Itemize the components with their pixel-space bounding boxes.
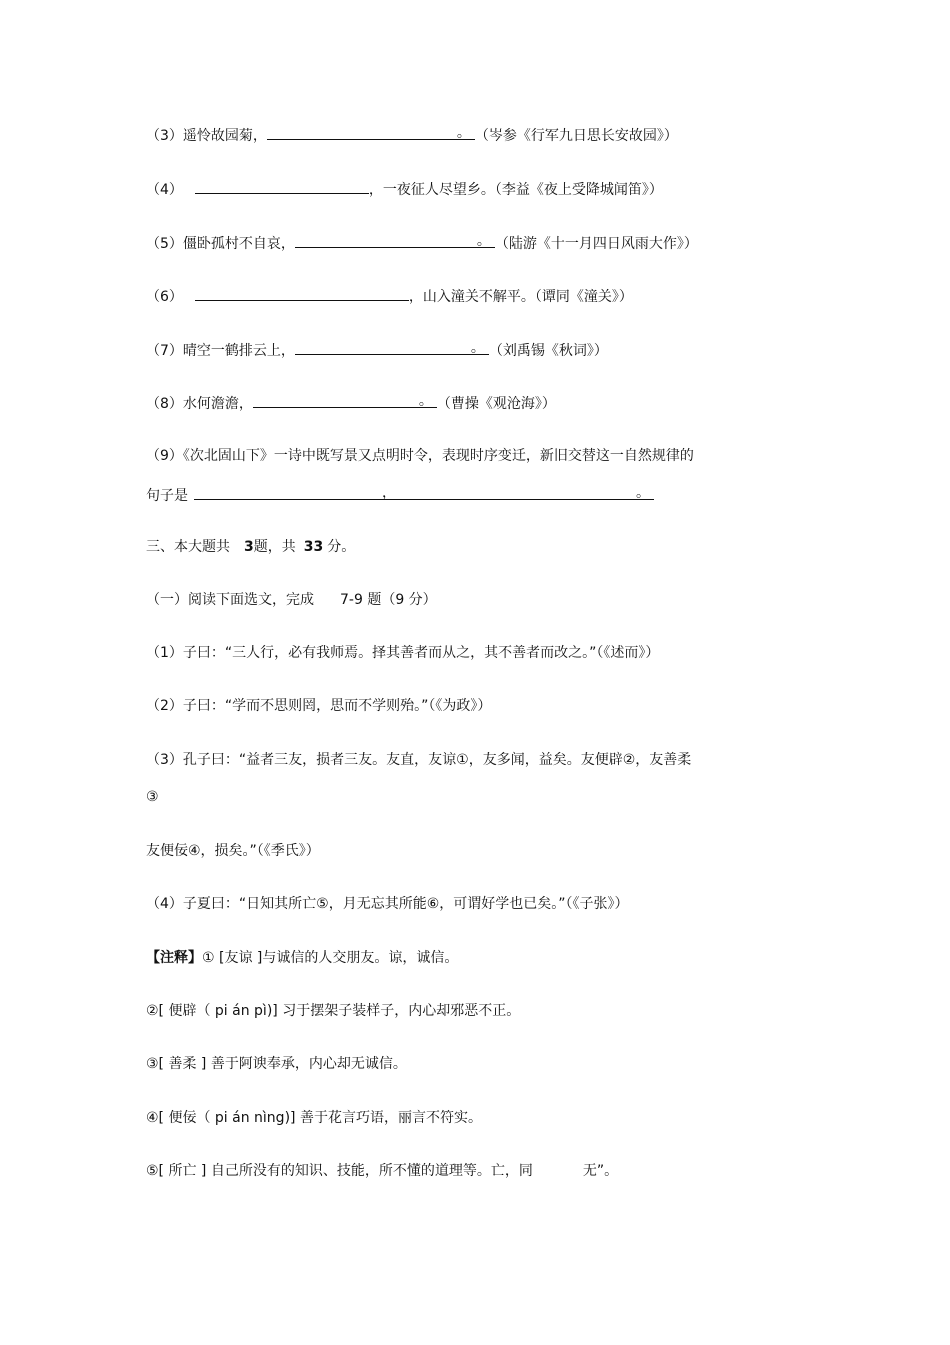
- poem-source: ，山入潼关不解平。（谭同《潼关》）: [408, 289, 633, 305]
- passage-3-line-3: 友便佞④，损矣。”（《季氏》）: [146, 843, 320, 859]
- blank-period: 。: [636, 485, 650, 501]
- blank-end-mark: 。: [470, 340, 485, 356]
- answer-blank[interactable]: [195, 178, 369, 194]
- poem-source: ，一夜征人尽望乡。（李益《夜上受降城闻笛》）: [368, 182, 663, 198]
- blank-end-mark: 。: [456, 125, 471, 141]
- answer-blank[interactable]: [295, 339, 489, 355]
- item-number: （8）: [146, 396, 183, 412]
- blank-end-mark: 。: [476, 233, 491, 249]
- question-count: 3: [244, 539, 254, 555]
- total-score: 33: [303, 539, 324, 555]
- answer-blank-2[interactable]: [400, 484, 654, 500]
- reading-intro: （一）阅读下面选文，完成 7-9 题（9 分）: [146, 592, 437, 608]
- answer-blank[interactable]: [253, 392, 437, 408]
- blank-comma: ，: [382, 485, 396, 501]
- poem-source: （曹操《观沧海》）: [436, 396, 556, 412]
- passage-3-line-1: （3）孔子曰：“益者三友，损者三友。友直，友谅①，友多闻，益矣。友便辟②，友善柔: [146, 752, 692, 768]
- poem-line-5: [146, 232, 698, 254]
- passage-3-line-2: ③: [146, 789, 159, 805]
- poem-line-8: [146, 392, 556, 414]
- item-number: （5）: [146, 236, 183, 252]
- poem-text: 僵卧孤村不自哀，: [182, 236, 295, 252]
- item-number: （3）: [146, 128, 183, 144]
- poem-text: 遥怜故园菊，: [182, 128, 267, 144]
- note-2: ②[ 便辟（ pi án pì)] 习于摆架子装样子，内心却邪恶不正。: [146, 1003, 521, 1019]
- question-9-line-1: （9）《次北固山下》一诗中既写景又点明时令，表现时序变迁，新旧交替这一自然规律的: [146, 448, 694, 464]
- answer-blank[interactable]: [195, 285, 409, 301]
- item-number: （6）: [146, 289, 183, 305]
- passage-2: （2）子曰：“学而不思则罔，思而不学则殆。”（《为政》）: [146, 698, 492, 714]
- poem-line-7: [146, 339, 608, 361]
- poem-text: 晴空一鹤排云上，: [182, 343, 295, 359]
- answer-blank[interactable]: [267, 124, 475, 140]
- poem-text: 水何澹澹，: [182, 396, 253, 412]
- section-heading: 三、本大题共 3题，共 33 分。: [146, 539, 356, 555]
- answer-blank[interactable]: [295, 232, 495, 248]
- passage-4: （4）子夏曰：“日知其所亡⑤，月无忘其所能⑥，可谓好学也已矣。”（《子张》）: [146, 896, 629, 912]
- note-3: ③[ 善柔 ] 善于阿谀奉承，内心却无诚信。: [146, 1056, 407, 1072]
- note-1: 【注释】① [友谅 ]与诚信的人交朋友。谅，诚信。: [146, 950, 459, 966]
- poem-line-3: [146, 124, 678, 146]
- question-9-line-2: [146, 484, 654, 506]
- note-5: ⑤[ 所亡 ] 自己所没有的知识、技能，所不懂的道理等。亡，同 无”。: [146, 1163, 619, 1179]
- poem-source: （陆游《十一月四日风雨大作》）: [494, 236, 698, 252]
- item-number: （4）: [146, 182, 183, 198]
- answer-blank-1[interactable]: [194, 484, 400, 500]
- question-9-prefix: 句子是: [146, 488, 188, 504]
- poem-line-4: [146, 178, 663, 200]
- poem-source: （岑参《行军九日思长安故园》）: [474, 128, 678, 144]
- poem-line-6: [146, 285, 633, 307]
- item-number: （7）: [146, 343, 183, 359]
- notes-label: 【注释】: [146, 950, 202, 966]
- blank-end-mark: 。: [418, 393, 433, 409]
- poem-source: （刘禹锡《秋词》）: [488, 343, 608, 359]
- passage-1: （1）子曰：“三人行，必有我师焉。择其善者而从之，其不善者而改之。”（《述而》）: [146, 645, 660, 661]
- note-4: ④[ 便佞（ pi án nìng)] 善于花言巧语，丽言不符实。: [146, 1110, 482, 1126]
